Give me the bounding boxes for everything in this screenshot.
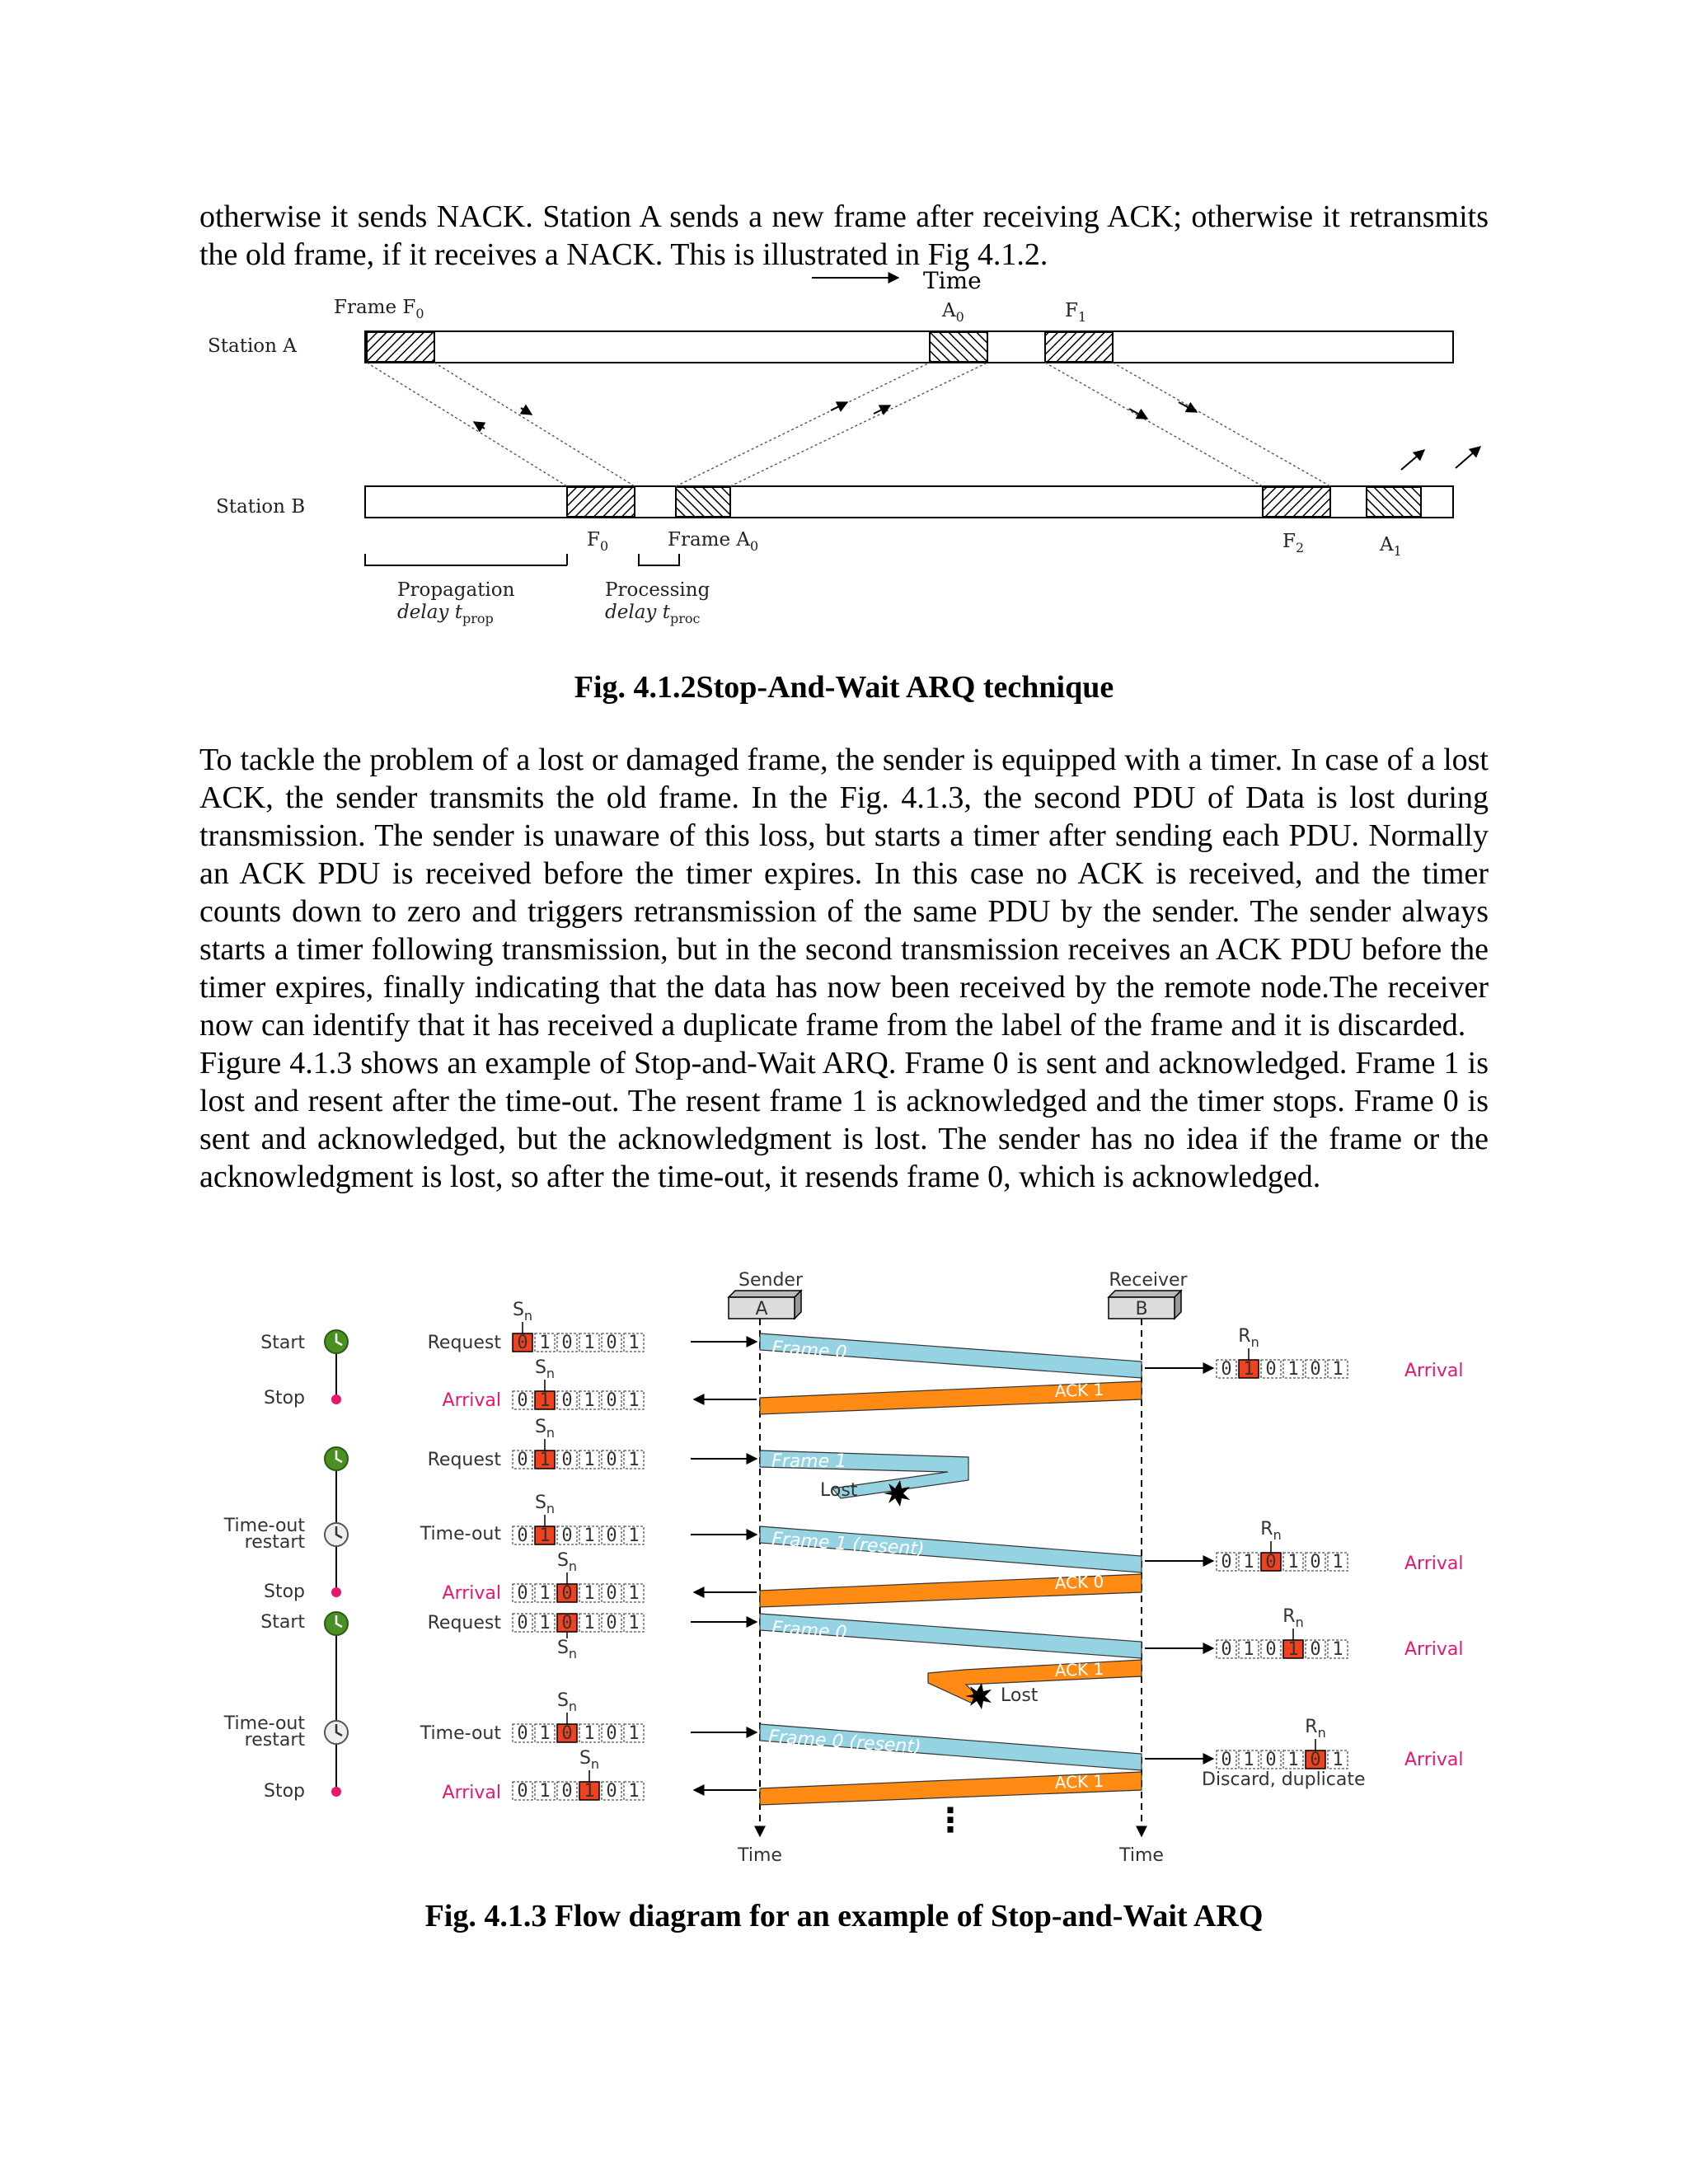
- intro-paragraph: [199, 198, 1489, 274]
- sequence-bit: 0: [606, 1723, 617, 1744]
- svg-text:B: B: [1135, 1299, 1148, 1319]
- sn-pointer-label: $S_n$: [579, 1748, 600, 1772]
- sequence-bit: 0: [1265, 1359, 1277, 1380]
- sequence-bit: 1: [1287, 1359, 1299, 1380]
- sequence-window: [513, 1550, 644, 1604]
- figure-4-1-3: [0, 1261, 1688, 1866]
- sequence-bit: 1: [628, 1526, 640, 1546]
- sequence-bit: 0: [606, 1613, 617, 1633]
- rn-pointer-label: $R_n$: [1260, 1519, 1282, 1543]
- sequence-bit: 0: [606, 1333, 617, 1353]
- sequence-bit: 1: [584, 1526, 595, 1546]
- sequence-bit: 0: [606, 1526, 617, 1546]
- ack-a0-sent: [676, 487, 730, 517]
- sequence-bit: 1: [1243, 1750, 1254, 1770]
- timer-stop-2: Stop: [263, 1582, 305, 1602]
- timer-stop-1: Stop: [263, 1388, 305, 1408]
- ellipsis: ⋮: [934, 1802, 967, 1840]
- sequence-window: [1217, 1606, 1348, 1660]
- sequence-bit: 1: [628, 1613, 640, 1633]
- sequence-bit: 1: [584, 1583, 595, 1604]
- sequence-bit: 0: [1265, 1552, 1277, 1572]
- sequence-window: [513, 1417, 644, 1470]
- station-a-label: Station A: [208, 335, 297, 357]
- sequence-bit: 0: [517, 1390, 528, 1411]
- sequence-bit: 0: [561, 1450, 573, 1470]
- body-paragraphs: [199, 741, 1489, 1196]
- sn-pointer-label: $S_n$: [556, 1550, 578, 1574]
- timer-stop-3: Stop: [263, 1781, 305, 1802]
- lost-label-2: Lost: [1001, 1685, 1039, 1706]
- sequence-bit: 1: [539, 1390, 551, 1411]
- fig-4-1-2-caption: Fig. 4.1.2Stop-And-Wait ARQ technique: [574, 670, 1114, 705]
- rn-pointer-label: $R_n$: [1238, 1326, 1259, 1350]
- f1-top-label: $F_1$: [1065, 300, 1087, 325]
- sequence-bit: 0: [517, 1723, 528, 1744]
- sequence-bit: 0: [606, 1390, 617, 1411]
- frame-a0-bottom-label: Frame $A_0$: [668, 529, 759, 554]
- sequence-bit: 0: [1310, 1639, 1321, 1660]
- arrival-label-3: Arrival: [442, 1783, 501, 1803]
- sequence-bit: 1: [539, 1526, 551, 1546]
- sequence-bit: 1: [1287, 1750, 1299, 1770]
- sequence-window: [513, 1493, 644, 1546]
- timer-start-1: Start: [260, 1333, 305, 1353]
- sequence-window: [1217, 1717, 1348, 1770]
- arrival-label-2: Arrival: [442, 1583, 501, 1604]
- sequence-bit: 1: [1243, 1639, 1254, 1660]
- ack1-label-3: ACK 1: [1054, 1770, 1104, 1793]
- svg-text:A: A: [755, 1299, 768, 1319]
- a0-top-label: $A_0$: [942, 300, 964, 325]
- lost-label-1: Lost: [820, 1480, 858, 1501]
- sequence-bit: 1: [539, 1583, 551, 1604]
- sequence-bit: 1: [1332, 1552, 1343, 1572]
- sender-time-label: Time: [738, 1845, 782, 1866]
- receiver-arrows: [1145, 1368, 1213, 1759]
- request-label-1: Request: [427, 1333, 501, 1353]
- sequence-bit: 0: [1221, 1359, 1232, 1380]
- sequence-window: [513, 1690, 644, 1744]
- sequence-bit: 1: [584, 1781, 595, 1802]
- ack-a0-block: [930, 332, 987, 362]
- timeout-clock-icon: [325, 1523, 348, 1546]
- sequence-bit: 1: [584, 1450, 595, 1470]
- sequence-window: [513, 1613, 644, 1661]
- processing-label-1: Processing: [605, 579, 710, 601]
- sequence-bit: 1: [1243, 1552, 1254, 1572]
- figure-4-1-2: [0, 264, 1688, 643]
- ack1-label: ACK 1: [1054, 1379, 1104, 1401]
- request-label-3: Request: [427, 1613, 501, 1633]
- rn-pointer-label: $R_n$: [1305, 1717, 1326, 1741]
- sn-pointer-label: $S_n$: [534, 1417, 556, 1441]
- propagation-label-1: Propagation: [397, 579, 515, 601]
- station-a-timeline: [365, 331, 1453, 363]
- sequence-bit: 0: [561, 1781, 573, 1802]
- arrival-label-1: Arrival: [442, 1390, 501, 1411]
- sequence-bit: 0: [517, 1613, 528, 1633]
- sn-pointer-label: $S_n$: [512, 1300, 533, 1324]
- sn-pointer-label: $S_n$: [534, 1357, 556, 1381]
- stop-dot-icon: [331, 1787, 341, 1797]
- f2-label: $F_2$: [1282, 531, 1305, 555]
- rn-pointer-label: $R_n$: [1282, 1606, 1304, 1630]
- sequence-bit: 1: [539, 1723, 551, 1744]
- sequence-bit: 1: [628, 1450, 640, 1470]
- sequence-bit: 0: [517, 1333, 528, 1353]
- frame0-label: Frame 0: [771, 1338, 848, 1364]
- timeout-label-1: Time-out: [420, 1524, 501, 1544]
- ack1-lost-label: ACK 1: [1054, 1658, 1104, 1680]
- clock-icon: [325, 1447, 348, 1470]
- sequence-bit: 0: [1221, 1639, 1232, 1660]
- sequence-window: [513, 1748, 644, 1802]
- frame-f2-block: [1263, 487, 1330, 517]
- processing-label-2: delay $t_{proc}$: [605, 602, 701, 626]
- timeout-label-2: Time-out: [420, 1723, 501, 1744]
- sequence-bit: 0: [1265, 1639, 1277, 1660]
- sequence-bit: 1: [539, 1333, 551, 1353]
- delay-brackets: [365, 554, 679, 565]
- sender-label: Sender: [738, 1270, 803, 1291]
- sequence-bit: 1: [1332, 1359, 1343, 1380]
- sequence-bit: 0: [561, 1333, 573, 1353]
- frame1-resent-label: Frame 1 (resent): [771, 1529, 926, 1560]
- sequence-window: [513, 1357, 644, 1411]
- sequence-bit: 0: [1310, 1750, 1321, 1770]
- rx-arrival-4: Arrival: [1404, 1750, 1464, 1770]
- sequence-bit: 1: [1287, 1639, 1299, 1660]
- sequence-bit: 0: [561, 1526, 573, 1546]
- station-b-label: Station B: [216, 496, 306, 518]
- sequence-bit: 1: [584, 1390, 595, 1411]
- timer-start-2: Start: [260, 1612, 305, 1633]
- clock-icon: [325, 1330, 348, 1353]
- sequence-bit: 1: [584, 1723, 595, 1744]
- frame0-resent-label: Frame 0 (resent): [767, 1727, 922, 1758]
- sequence-bit: 0: [561, 1613, 573, 1633]
- sequence-bit: 1: [628, 1333, 640, 1353]
- stop-dot-icon: [331, 1587, 341, 1597]
- a1-label: $A_1$: [1380, 534, 1402, 559]
- rx-arrival-3: Arrival: [1404, 1639, 1464, 1660]
- receiver-label: Receiver: [1109, 1270, 1188, 1291]
- sequence-bit: 1: [1287, 1552, 1299, 1572]
- sequence-bit: 0: [561, 1390, 573, 1411]
- time-label: Time: [923, 267, 982, 294]
- propagation-lines: [367, 363, 1330, 486]
- timer-timeout-2b: restart: [244, 1730, 305, 1750]
- request-label-2: Request: [427, 1450, 501, 1470]
- sequence-bit: 1: [1243, 1359, 1254, 1380]
- frame-f0-block: [367, 332, 434, 362]
- sn-pointer-label: $S_n$: [534, 1493, 556, 1516]
- paragraph-2: Figure 4.1.3 shows an example of Stop-and-Wait ARQ. Frame 0 is sent and acknowledged. Frame 1 is lost and resent after the time-out. The resent frame 1 is acknowledged and the timer stops. Frame 0 is sent and acknowledged, but the acknowledgment is lost. The sender has no idea if the frame or the acknowledgment is lost, so after the time-out, it resends frame 0, which is acknowledged.: [199, 1046, 1489, 1194]
- timer-timeout-1b: restart: [244, 1532, 305, 1553]
- sequence-bit: 0: [1310, 1359, 1321, 1380]
- sequence-bit: 1: [539, 1613, 551, 1633]
- sn-pointer-label: $S_n$: [556, 1690, 578, 1714]
- stop-dot-icon: [331, 1394, 341, 1404]
- sender-arrows: [691, 1342, 757, 1790]
- sequence-bit: 0: [561, 1583, 573, 1604]
- timer-timeout-2a: Time-out: [223, 1713, 305, 1734]
- receiver-time-label: Time: [1119, 1845, 1164, 1866]
- sequence-bit: 0: [1221, 1750, 1232, 1770]
- fig-4-1-3-caption: Fig. 4.1.3 Flow diagram for an example of Stop-and-Wait ARQ: [424, 1899, 1264, 1933]
- sequence-bit: 1: [628, 1390, 640, 1411]
- frame-f0-label: Frame $F_0$: [334, 297, 424, 321]
- sequence-bit: 0: [517, 1450, 528, 1470]
- f0-bottom-label: $F_0$: [587, 529, 609, 554]
- sequence-bit: 1: [539, 1450, 551, 1470]
- sequence-bit: 0: [1310, 1552, 1321, 1572]
- frame1-label: Frame 1: [771, 1451, 847, 1472]
- timeout-clock-icon: [325, 1721, 348, 1744]
- rx-arrival-2: Arrival: [1404, 1554, 1464, 1574]
- sequence-bit: 1: [628, 1583, 640, 1604]
- sequence-bit: 0: [1221, 1552, 1232, 1572]
- sequence-window: [1217, 1326, 1348, 1380]
- sequence-bit: 0: [606, 1450, 617, 1470]
- lost-star-icon: [965, 1683, 992, 1709]
- node-b-box: [1109, 1291, 1181, 1319]
- direction-arrows: [474, 402, 1480, 470]
- ack-a1-block: [1367, 487, 1421, 517]
- sequence-bit: 1: [584, 1613, 595, 1633]
- paragraph-1: To tackle the problem of a lost or damaged frame, the sender is equipped with a timer. In case of a lost ACK, the sender transmits the old frame. In the Fig. 4.1.3, the second PDU of Data is lost during transmission. The sender is unaware of this loss, but starts a timer after sending each PDU. Normally an ACK PDU is received before the timer expires. In this case no ACK is received, and the timer counts down to zero and triggers retransmission of the same PDU by the sender. The sender always starts a timer following transmission, but in the second transmission receives an ACK PDU before the timer expires, finally indicating that the data has now been received by the remote node.The receiver now can identify that it has received a duplicate frame from the label of the frame and it is discarded.: [199, 743, 1489, 1043]
- sequence-bit: 0: [517, 1583, 528, 1604]
- sequence-bit: 0: [517, 1526, 528, 1546]
- sequence-bit: 1: [628, 1723, 640, 1744]
- sn-pointer-label: $S_n$: [556, 1638, 578, 1661]
- sequence-bit: 1: [539, 1781, 551, 1802]
- node-a-box: [729, 1291, 801, 1319]
- sequence-bit: 0: [561, 1723, 573, 1744]
- frame0-label-2: Frame 0: [771, 1618, 848, 1644]
- sequence-window: [513, 1300, 644, 1353]
- frame-f1-block: [1045, 332, 1113, 362]
- propagation-label-2: delay $t_{prop}$: [397, 602, 494, 626]
- sequence-bit: 0: [1265, 1750, 1277, 1770]
- intro-text: otherwise it sends NACK. Station A sends a new frame after receiving ACK; otherwise it retransmits the old frame, if it receives a NACK. This is illustrated in Fig 4.1.2.: [199, 199, 1489, 272]
- sequence-bit: 1: [1332, 1750, 1343, 1770]
- sequence-bit: 0: [606, 1781, 617, 1802]
- sequence-window: [1217, 1519, 1348, 1572]
- sequence-bit: 1: [628, 1781, 640, 1802]
- ack0-label: ACK 0: [1054, 1571, 1104, 1593]
- timer-timeout-1a: Time-out: [223, 1516, 305, 1536]
- discard-duplicate-label: Discard, duplicate: [1202, 1769, 1366, 1790]
- sequence-bit: 0: [606, 1583, 617, 1604]
- sequence-bit: 1: [1332, 1639, 1343, 1660]
- sequence-bit: 0: [517, 1781, 528, 1802]
- sequence-bit: 1: [584, 1333, 595, 1353]
- clock-icon: [325, 1612, 348, 1635]
- frame-f0-received: [567, 487, 635, 517]
- rx-arrival-1: Arrival: [1404, 1361, 1464, 1381]
